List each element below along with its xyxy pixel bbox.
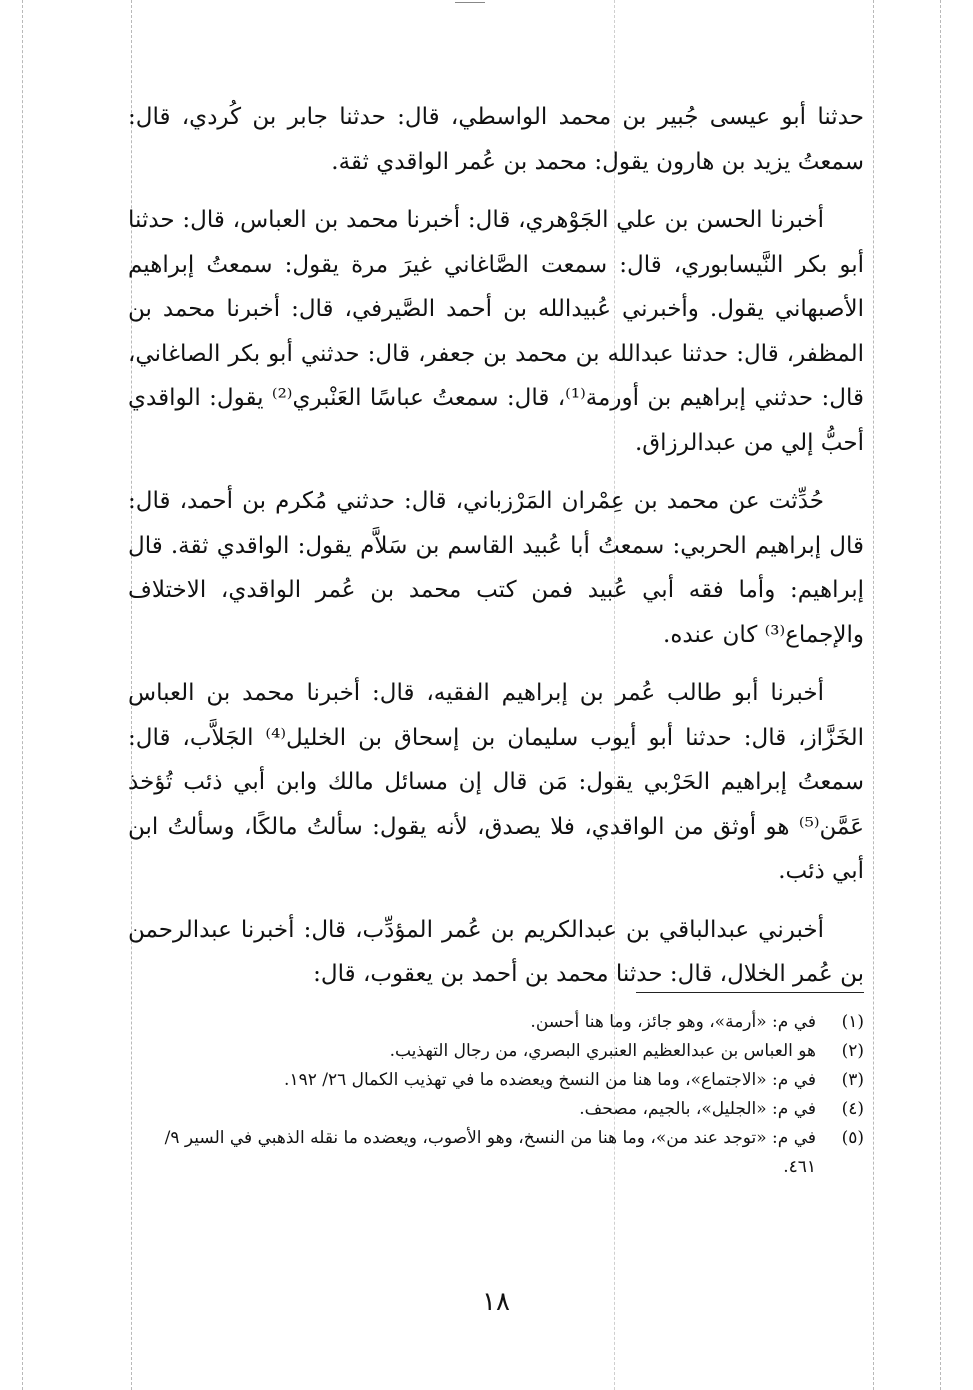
main-text <box>128 95 864 1011</box>
scan-dotted-line <box>940 0 941 1390</box>
page-number: ١٨ <box>482 1287 510 1317</box>
footnote-2 <box>128 1037 864 1066</box>
scan-dotted-line <box>873 0 874 1390</box>
paragraph-2: أخبرنا الحسن بن علي الجَوْهري، قال: أخبرنا محمد بن العباس، قال: حدثنا أبو بكر النَّيسابوري، قال: سمعت الصَّاغاني غيرَ مرة يقول: سمعتُ إبراهيم الأصبهاني يقول. وأخبرني عُبيدالله بن أحمد الصَّيرفي، قال: أخبرنا محمد بن المظفر، قال: حدثنا عبدالله بن محمد بن جعفر، قال: حدثني أبو بكر الصاغاني، قال: حدثني إبراهيم بن أورمة⁽¹⁾، قال: سمعتُ عباسًا العَنْبري⁽²⁾ يقول: الواقدي أحبُّ إلي من عبدالرزاق. <box>128 207 864 456</box>
scan-dotted-line <box>22 0 23 1390</box>
footnote-3 <box>128 1066 864 1095</box>
footnotes <box>128 1008 864 1182</box>
book-page <box>128 0 864 1390</box>
footnote-number: (١) <box>841 1012 864 1032</box>
footnote-text: هو العباس بن عبدالعظيم العنبري البصري، من رجال التهذيب. <box>389 1041 816 1061</box>
footnote-number: (٢) <box>841 1041 864 1061</box>
paragraph-5: أخبرني عبدالباقي بن عبدالكريم بن عُمر المؤدِّب، قال: أخبرنا عبدالرحمن بن عُمر الخلال، قال: حدثنا محمد بن أحمد بن يعقوب، قال: <box>128 916 864 987</box>
footnote-number: (٤) <box>841 1099 864 1119</box>
paragraph-3: حُدِّثت عن محمد بن عِمْران المَرْزباني، قال: حدثني مُكرم بن أحمد، قال: قال إبراهيم الحربي: سمعتُ أبا عُبيد القاسم بن سَلاَّم يقول: الواقدي ثقة. قال إبراهيم: وأما فقه أبي عُبيد فمن كتب محمد بن عُمر الواقدي، الاختلاف والإجماع⁽³⁾ كان عنده. <box>128 488 864 648</box>
footnote-text: في م: «توجد عند من»، وما هنا من النسخ، وهو الأصوب، ويعضده ما نقله الذهبي في السير ٩/ ٤٦١. <box>164 1128 816 1177</box>
footnote-number: (٥) <box>841 1128 864 1148</box>
footnote-5 <box>128 1124 864 1182</box>
footnote-1 <box>128 1008 864 1037</box>
paragraph-1: حدثنا أبو عيسى جُبير بن محمد الواسطي، قال: حدثنا جابر بن كُردي، قال: سمعتُ يزيد بن هارون يقول: محمد بن عُمر الواقدي ثقة. <box>128 104 864 175</box>
paragraph-4: أخبرنا أبو طالب عُمر بن إبراهيم الفقيه، قال: أخبرنا محمد بن العباس الخَزَّاز، قال: حدثنا أبو أيوب سليمان بن إسحاق بن الخليل⁽⁴⁾ الجَلاَّب، قال: سمعتُ إبراهيم الحَرْبي يقول: مَن قال إن مسائل مالك وابن أبي ذئب تُؤخذ عَمَّن⁽⁵⁾ هو أوثق من الواقدي، فلا يصدق، لأنه يقول: سألتُ مالكًا، وسألتُ ابن أبي ذئب. <box>128 680 865 884</box>
footnote-text: في م: «الجليل»، بالجيم، مصحف. <box>579 1099 816 1119</box>
footnote-separator <box>636 992 864 993</box>
footnote-4 <box>128 1095 864 1124</box>
footnote-number: (٣) <box>841 1070 864 1090</box>
footnote-text: في م: «أرمة»، وهو جائز، وما هنا أحسن. <box>530 1012 816 1032</box>
footnote-text: في م: «الاجتماع»، وما هنا من النسخ ويعضده ما في تهذيب الكمال ٢٦/ ١٩٢. <box>284 1070 816 1090</box>
